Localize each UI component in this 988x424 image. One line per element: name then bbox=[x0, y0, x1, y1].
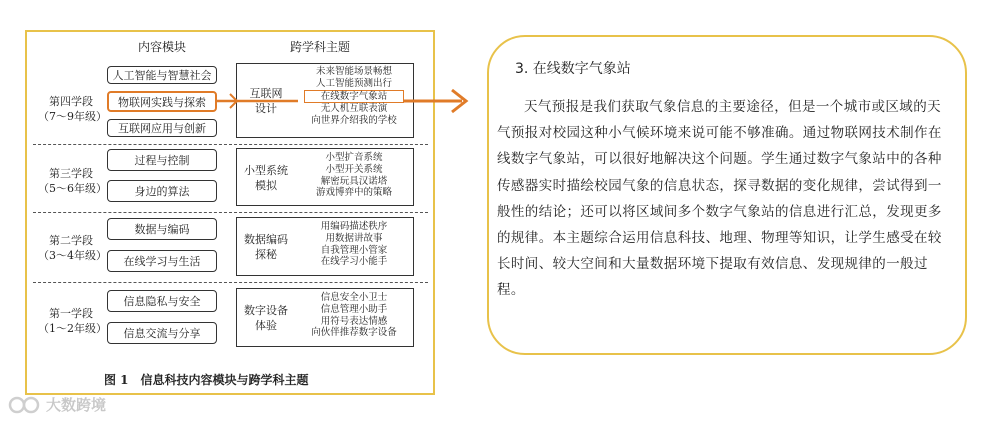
topic-item: 用数据讲故事 bbox=[325, 232, 383, 244]
stage-grades: （5～6年级） bbox=[38, 182, 107, 195]
panel-title: 3. 在线数字气象站 bbox=[515, 61, 631, 77]
topic-item: 自我管理小管家 bbox=[320, 244, 388, 256]
topic-label-line-1: 数据编码 bbox=[244, 233, 288, 246]
topic-label-line-2: 体验 bbox=[255, 319, 277, 332]
header-modules: 内容模块 bbox=[138, 40, 187, 54]
watermark-logo-icon bbox=[8, 395, 42, 415]
topic-item-highlighted: 在线数字气象站 bbox=[304, 90, 404, 104]
module-iot-practice: 物联网实践与探索 bbox=[107, 91, 217, 112]
stage-name: 第三学段 bbox=[49, 167, 93, 180]
module-privacy-security: 信息隐私与安全 bbox=[107, 290, 217, 312]
topic-item: 用符号表达情感 bbox=[320, 315, 388, 327]
module-online-learning: 在线学习与生活 bbox=[107, 250, 217, 272]
module-data-encoding: 数据与编码 bbox=[107, 218, 217, 240]
topic-label-line-1: 小型系统 bbox=[244, 164, 288, 177]
topic-item: 未来智能场景畅想 bbox=[315, 66, 392, 77]
watermark-text: 大数跨境 bbox=[46, 396, 107, 414]
figure-caption: 图 1 信息科技内容模块与跨学科主题 bbox=[104, 373, 309, 387]
panel-body: 天气预报是我们获取气象信息的主要途径，但是一个城市或区域的天气预报对校园这种小气候环境来说可能不够准确。通过物联网技术制作在线数字气象站，可以很好地解决这个问题。学生通过数字气象站中的各种传感器实时描绘校园气象的信息状态，探寻数据的变化规律，尝试得到一般性的结论；还可以将区域间多个数字气象站的信息进行汇总，发现更多的规律。本主题综合运用信息科技、地理、物理等知识，让学生感受在较长时间、较大空间和大量数据环境下提取有效信息、发现规律的一般过程。 bbox=[497, 99, 942, 299]
topic-item: 小型开关系统 bbox=[325, 163, 383, 175]
topic-item: 向伙伴推荐数字设备 bbox=[311, 327, 397, 339]
topic-label-line-1: 互联网 bbox=[249, 87, 283, 100]
module-everyday-algorithms: 身边的算法 bbox=[107, 180, 217, 202]
stage-grades: （7～9年级） bbox=[38, 110, 107, 123]
topic-item: 无人机互联表演 bbox=[320, 103, 388, 115]
topic-item: 游戏博弈中的策略 bbox=[315, 187, 392, 199]
stage-name: 第一学段 bbox=[49, 307, 93, 320]
topic-label-line-2: 探秘 bbox=[255, 248, 277, 261]
stage-grades: （3～4年级） bbox=[38, 249, 107, 262]
header-topics: 跨学科主题 bbox=[290, 40, 351, 54]
watermark bbox=[8, 394, 106, 415]
topic-label-line-2: 模拟 bbox=[255, 179, 277, 192]
topic-item: 信息管理小助手 bbox=[320, 303, 388, 315]
topic-item: 在线学习小能手 bbox=[320, 256, 388, 268]
topic-item: 小型扩音系统 bbox=[325, 152, 383, 163]
topic-item: 向世界介绍我的学校 bbox=[311, 115, 397, 127]
module-process-control: 过程与控制 bbox=[107, 149, 217, 171]
module-info-sharing: 信息交流与分享 bbox=[107, 322, 217, 344]
module-internet-innovation: 互联网应用与创新 bbox=[107, 119, 217, 137]
stage-name: 第二学段 bbox=[49, 234, 93, 247]
topic-label-line-1: 数字设备 bbox=[244, 304, 288, 317]
stage-name: 第四学段 bbox=[49, 95, 93, 108]
stage-grades: （1～2年级） bbox=[38, 322, 107, 335]
topic-label-line-2: 设计 bbox=[255, 102, 277, 115]
topic-item: 用编码描述秩序 bbox=[320, 221, 388, 232]
topic-item: 人工智能预测出行 bbox=[315, 77, 392, 89]
module-ai-society: 人工智能与智慧社会 bbox=[107, 66, 217, 84]
topic-item: 信息安全小卫士 bbox=[320, 292, 388, 303]
topic-item: 解密玩具汉诺塔 bbox=[320, 175, 388, 187]
